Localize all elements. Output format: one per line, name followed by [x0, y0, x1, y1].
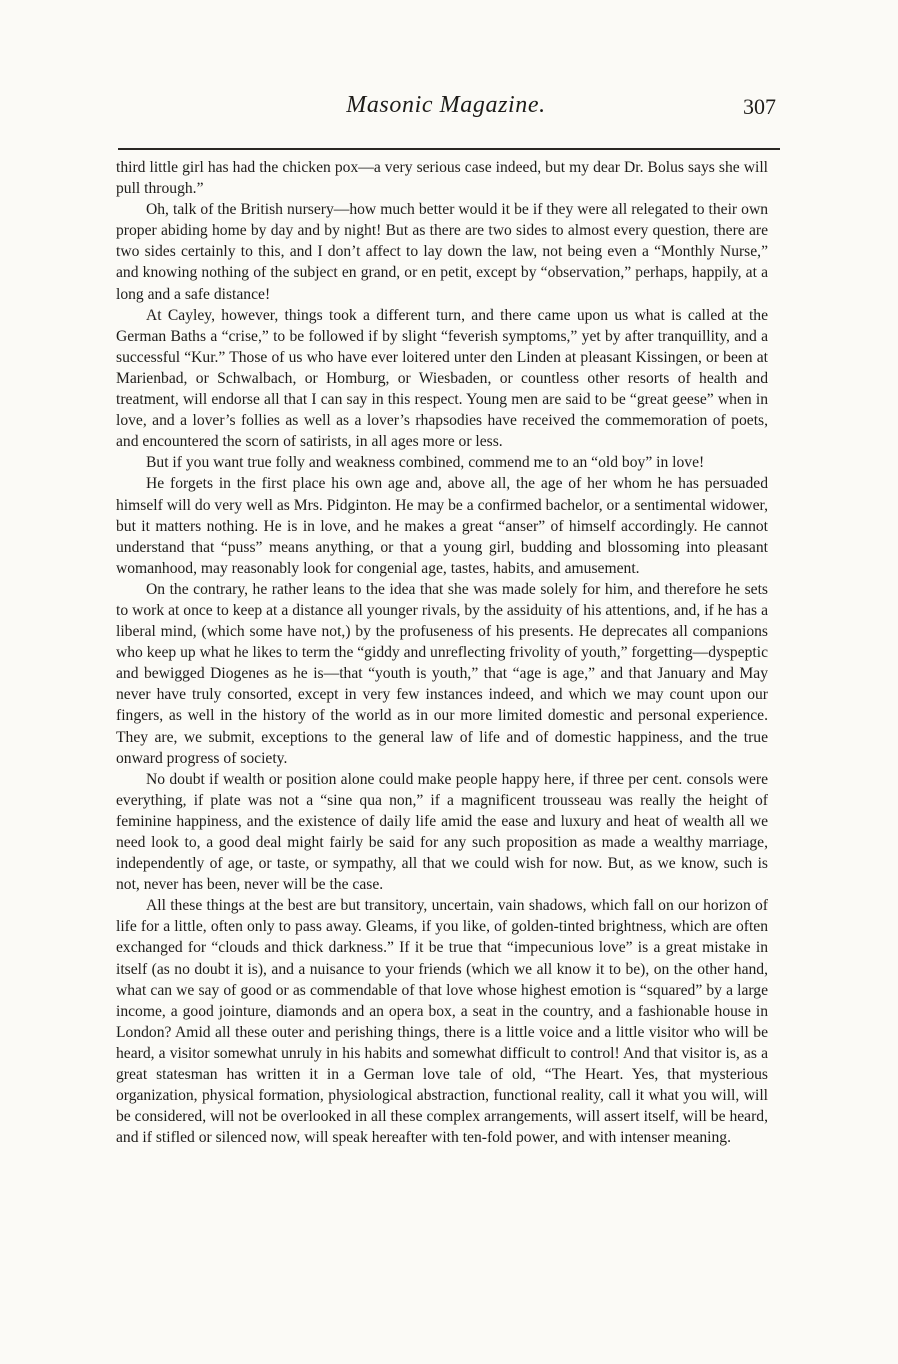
paragraph-8: All these things at the best are but transitory, uncertain, vain shadows, which fall on our horizon of life for a little, often only to pass away. Gleams, if you like, of golden-tinted brightness, which are often exchanged for “clouds and thick darkness.” If it be true that “impecunious love” is a great mistake in itself (as no doubt it is), and a nuisance to your friends (which we all know it to be), on the other hand, what can we say of good or as commendable of that love whose highest emotion is “squared” by a large income, a good jointure, diamonds and an opera box, a seat in the country, and a fashionable house in London? Amid all these outer and perishing things, there is a little voice and a little visitor who will be heard, a visitor somewhat unruly in his habits and somewhat difficult to control! And that visitor is, as a great statesman has written it in a German love tale of old, “The Heart. Yes, that mysterious organization, physical formation, physiological abstraction, functional reality, call it what you will, will be considered, will not be overlooked in all these complex arrangements, will assert itself, will be heard, and if stifled or silenced now, will speak hereafter with ten-fold power, and with intenser meaning. — [116, 897, 768, 1147]
paragraph-4: But if you want true folly and weakness combined, commend me to an “old boy” in love! — [146, 454, 705, 472]
header-rule — [118, 148, 780, 150]
paragraph-1: third little girl has had the chicken pox—a very serious case indeed, but my dear Dr. Bolus says she will pull through.” — [116, 159, 768, 198]
paragraph-6: On the contrary, he rather leans to the idea that she was made solely for him, and therefore he sets to work at once to keep at a distance all younger rivals, by the assiduity of his attentions, and, if he has a liberal mind, (which some have not,) by the profuseness of his presents. He deprecates all companions who keep up what he likes to term the “giddy and unreflecting frivolity of youth,” forgetting—dyspeptic and bewigged Diogenes as he is—that “youth is youth,” that “age is age,” and that January and May never have truly consorted, except in very few instances indeed, and which we may count upon our fingers, as well in the history of the world as in our more limited domestic and personal experience. They are, we submit, exceptions to the general law of life and of domestic happiness, and the true onward progress of society. — [116, 580, 768, 767]
paragraph-2: Oh, talk of the British nursery—how much better would it be if they were all relegated to their own proper abiding home by day and by night! But as there are two sides to almost every question, there are two sides certainly to this, and I don’t affect to lay down the law, not being even a “Monthly Nurse,” and knowing nothing of the subject en grand, or en petit, except by “observation,” perhaps, happily, at a long and a safe distance! — [116, 201, 768, 303]
page-header — [112, 92, 780, 128]
page-number: 307 — [743, 94, 776, 119]
paragraph-7: No doubt if wealth or position alone could make people happy here, if three per cent. consols were everything, if plate was not a “sine qua non,” if a magnificent trousseau was really the height of feminine happiness, and the existence of daily life amid the ease and luxury and heat of wealth all we need look to, a good deal might fairly be said for any such proposition as made a wealthy marriage, independently of age, or taste, or sympathy, all that we could wish for now. But, as we know, such is not, never has been, never will be the case. — [116, 770, 768, 894]
article-body — [116, 157, 768, 1148]
paragraph-3: At Cayley, however, things took a different turn, and there came upon us what is called at the German Baths a “crise,” to be followed if by slight “feverish symptoms,” yet by after tranquillity, and a successful “Kur.” Those of us who have ever loitered unter den Linden at pleasant Kissingen, or been at Marienbad, or Schwalbach, or Homburg, or Wiesbaden, or countless other resorts of health and treatment, will endorse all that I can say in this respect. Young men are said to be “great geese” when in love, and a lover’s follies as well as a lover’s rhapsodies have received the commemoration of poets, and encountered the scorn of satirists, in all ages more or less. — [116, 306, 768, 451]
running-title: Masonic Magazine. — [346, 92, 546, 118]
paragraph-5: He forgets in the first place his own age and, above all, the age of her whom he has persuaded himself will do very well as Mrs. Pidginton. He may be a confirmed bachelor, or a sentimental widower, but it matters nothing. He is in love, and he makes a great “anser” of himself accordingly. He cannot understand that “puss” means anything, or that a young girl, budding and blossoming into pleasant womanhood, may reasonably look for congenial age, tastes, habits, and amusement. — [116, 475, 768, 577]
